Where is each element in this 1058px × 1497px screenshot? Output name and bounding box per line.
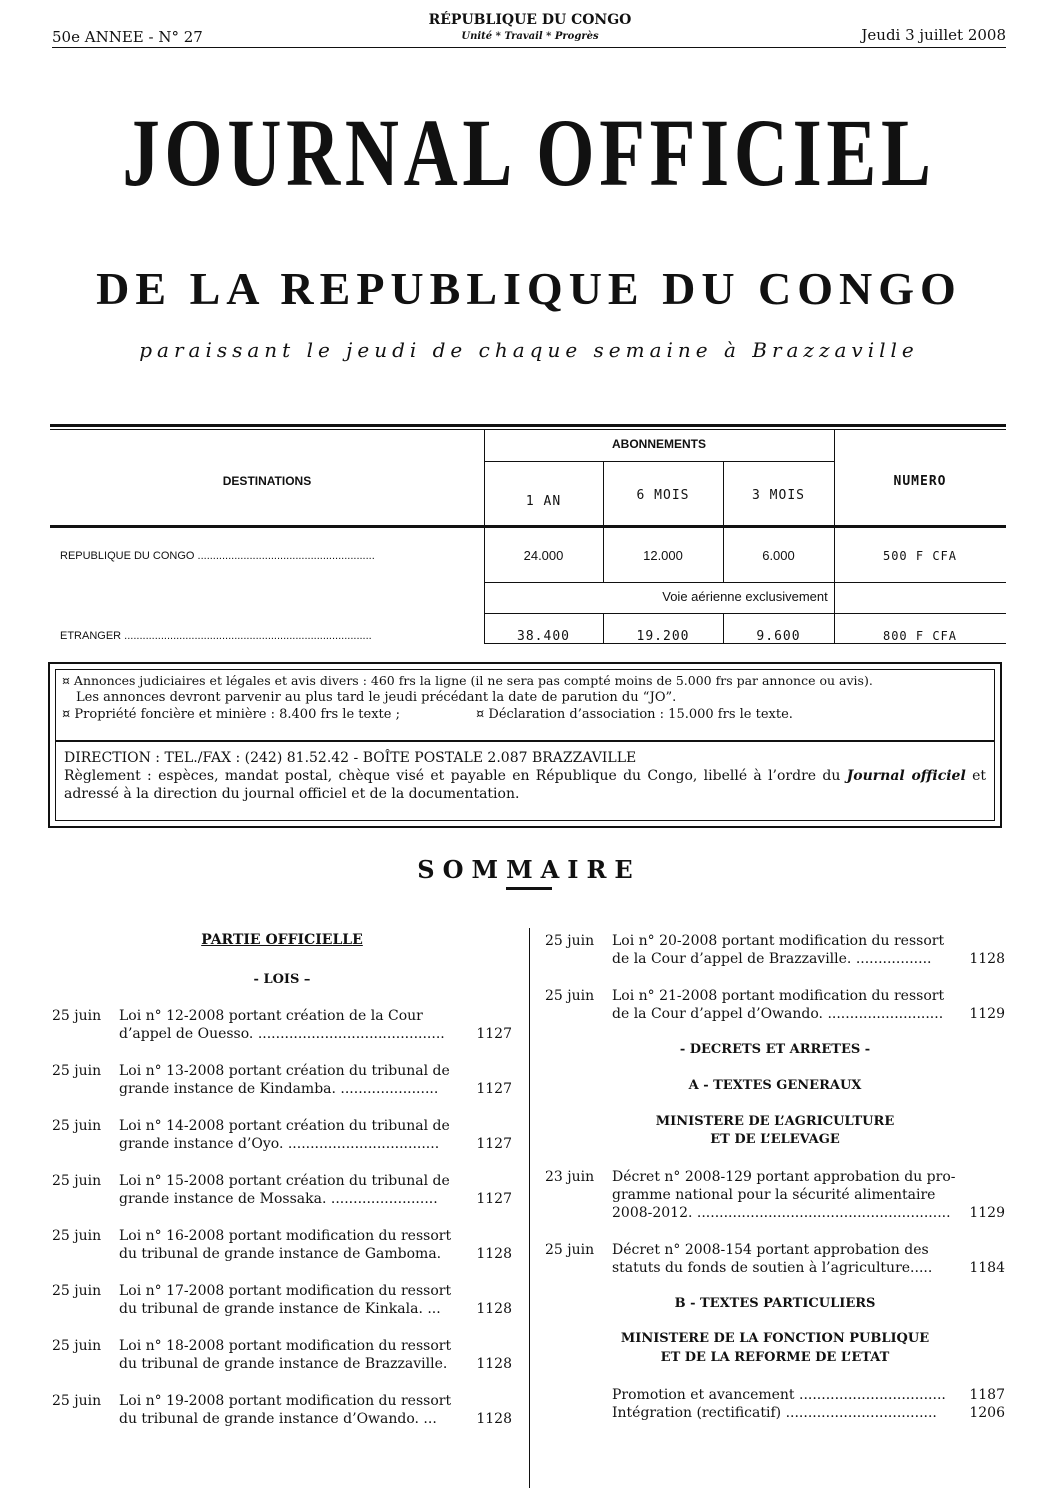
journal-officiel-name: Journal officiel	[846, 768, 966, 784]
entry-page: 1127	[476, 1081, 512, 1097]
destination-etranger: ETRANGER .................................................................................	[60, 630, 372, 642]
textes-generaux-heading: A - TEXTES GENERAUX	[688, 1078, 862, 1093]
entry-title-line1: Loi n° 15-2008 portant création du tribunal de	[119, 1173, 450, 1189]
price-congo-6mois: 12.000	[643, 548, 683, 563]
item-page: 1187	[969, 1387, 1005, 1403]
list-item	[612, 1404, 1005, 1422]
entry-page: 1127	[476, 1026, 512, 1042]
entry-date: 25 juin	[52, 1173, 102, 1189]
numero-congo: 500 F CFA	[882, 549, 958, 563]
entry-page: 1128	[969, 951, 1005, 967]
air-mail-note: Voie aérienne exclusivement	[662, 589, 828, 604]
destination-congo: REPUBLIQUE DU CONGO ..........................................................	[60, 550, 375, 562]
entry-date: 23 juin	[545, 1169, 595, 1185]
entry-title-line1: Loi n° 14-2008 portant création du tribunal de	[119, 1118, 450, 1134]
entry-page: 1129	[969, 1006, 1005, 1022]
rates-notice	[55, 669, 995, 742]
period-3-mois: 3 MOIS	[752, 488, 805, 503]
entry-title-line2: du tribunal de grande instance de Brazzaville.	[119, 1356, 448, 1372]
entry-title-line2: grande instance de Mossaka. ........................	[119, 1191, 438, 1207]
item-label: Promotion et avancement .................................	[612, 1387, 946, 1403]
item-label: Intégration (rectificatif) ..................................	[612, 1405, 937, 1421]
subscription-table	[50, 424, 1006, 644]
item-page: 1206	[969, 1405, 1005, 1421]
entry-date: 25 juin	[52, 1338, 102, 1354]
entry-page: 1129	[969, 1205, 1005, 1221]
entry-page: 1128	[476, 1301, 512, 1317]
partie-officielle-heading: PARTIE OFFICIELLE	[201, 932, 363, 948]
notice-propriete: ¤ Propriété foncière et minière : 8.400 frs le texte ;	[62, 707, 400, 722]
direction-notice	[55, 740, 995, 821]
numero-header: NUMERO	[893, 474, 947, 489]
direction-contact: DIRECTION : TEL./FAX : (242) 81.52.42 - BOÎTE POSTALE 2.087 BRAZZAVILLE	[64, 750, 637, 766]
list-item	[52, 1227, 512, 1263]
list-item	[545, 987, 1005, 1023]
ministere-fonction-publique-heading-2: ET DE LA REFORME DE L’ETAT	[660, 1350, 890, 1365]
decrets-heading: - DECRETS ET ARRETES -	[679, 1042, 871, 1057]
list-item	[545, 1241, 1005, 1277]
entry-page: 1128	[476, 1246, 512, 1262]
notice-box	[48, 662, 1002, 828]
period-1-an: 1 AN	[525, 494, 562, 509]
entry-date: 25 juin	[52, 1118, 102, 1134]
entry-date: 25 juin	[545, 933, 595, 949]
price-etranger-6mois: 19.200	[636, 629, 690, 644]
entry-title-line1: Loi n° 16-2008 portant modification du ressort	[119, 1228, 452, 1244]
journal-subtitle: DE LA REPUBLIQUE DU CONGO	[96, 263, 962, 314]
list-item	[52, 1337, 512, 1373]
entry-date: 25 juin	[52, 1393, 102, 1409]
textes-particuliers-heading: B - TEXTES PARTICULIERS	[674, 1296, 876, 1311]
entry-date: 25 juin	[545, 988, 595, 1004]
entry-title-line1: Décret n° 2008-154 portant approbation des	[612, 1242, 929, 1258]
entry-title-line2: d’appel de Ouesso. ..........................................	[119, 1026, 445, 1042]
lois-heading: - LOIS –	[253, 972, 311, 987]
entry-page: 1127	[476, 1136, 512, 1152]
entry-page: 1127	[476, 1191, 512, 1207]
price-etranger-1an: 38.400	[517, 629, 570, 644]
price-congo-1an: 24.000	[523, 548, 564, 563]
header-divider	[52, 47, 1006, 48]
list-item	[52, 1117, 512, 1153]
price-congo-3mois: 6.000	[762, 548, 795, 563]
issue-number: 50e ANNEE - N° 27	[52, 28, 203, 46]
list-item	[545, 1168, 1005, 1224]
entry-title-line1: Loi n° 12-2008 portant création de la Cour	[119, 1008, 423, 1024]
national-motto: Unité * Travail * Progrès	[461, 31, 599, 42]
entry-date: 25 juin	[52, 1228, 102, 1244]
entry-date: 25 juin	[52, 1283, 102, 1299]
issue-date: Jeudi 3 juillet 2008	[861, 26, 1006, 44]
entry-title-line2: de la Cour d’appel d’Owando. ..........................	[612, 1006, 944, 1022]
entry-title-line2: gramme national pour la sécurité alimentaire	[612, 1187, 936, 1203]
entry-page: 1128	[476, 1411, 512, 1427]
destinations-header: DESTINATIONS	[222, 474, 312, 488]
entry-title-line1: Loi n° 13-2008 portant création du tribunal de	[119, 1063, 450, 1079]
entry-title-line2: grande instance de Kindamba. ......................	[119, 1081, 439, 1097]
entry-title-line2: du tribunal de grande instance d’Owando. ...	[119, 1411, 437, 1427]
entry-date: 25 juin	[545, 1242, 595, 1258]
list-item	[545, 932, 1005, 968]
list-item	[52, 1062, 512, 1098]
entry-title-line1: Décret n° 2008-129 portant approbation du pro-	[612, 1169, 956, 1185]
abonnements-header: ABONNEMENTS	[611, 437, 706, 451]
sommaire-title: SOMMAIRE	[417, 855, 641, 884]
entry-title-line2: du tribunal de grande instance de Kinkala. ...	[119, 1301, 441, 1317]
journal-tagline: paraissant le jeudi de chaque semaine à Brazzaville	[139, 338, 919, 362]
entry-title-line3: 2008-2012. .........................................................	[612, 1205, 951, 1221]
list-item	[612, 1386, 1005, 1404]
price-etranger-3mois: 9.600	[756, 629, 801, 644]
numero-etranger: 800 F CFA	[882, 629, 958, 643]
entry-title-line2: statuts du fonds de soutien à l’agriculture.....	[612, 1260, 933, 1276]
notice-deadline: Les annonces devront parvenir au plus tard le jeudi précédant la date de parution du “JO”.	[76, 690, 677, 705]
entry-title-line1: Loi n° 18-2008 portant modification du ressort	[119, 1338, 452, 1354]
journal-title: JOURNAL OFFICIEL	[122, 99, 936, 206]
ministere-fonction-publique-heading: MINISTERE DE LA FONCTION PUBLIQUE	[620, 1331, 930, 1346]
entry-page: 1128	[476, 1356, 512, 1372]
entry-date: 25 juin	[52, 1008, 102, 1024]
ministere-agriculture-heading-2: ET DE L’ELEVAGE	[710, 1132, 840, 1147]
entry-title-line2: du tribunal de grande instance de Gamboma.	[119, 1246, 442, 1262]
payment-terms-end: et adressé à la direction du journal officiel et de la documentation.	[64, 768, 987, 802]
list-item	[52, 1007, 512, 1043]
entry-title-line1: Loi n° 19-2008 portant modification du ressort	[119, 1393, 452, 1409]
entry-page: 1184	[969, 1260, 1005, 1276]
republic-heading: RÉPUBLIQUE DU CONGO	[428, 12, 632, 28]
period-6-mois: 6 MOIS	[636, 488, 690, 503]
list-item	[52, 1172, 512, 1208]
list-item	[52, 1282, 512, 1318]
column-divider	[529, 928, 530, 1488]
entry-date: 25 juin	[52, 1063, 102, 1079]
entry-title-line1: Loi n° 20-2008 portant modification du ressort	[612, 933, 945, 949]
entry-title-line2: de la Cour d’appel de Brazzaville. .................	[612, 951, 932, 967]
ministere-agriculture-heading: MINISTERE DE L’AGRICULTURE	[655, 1114, 895, 1129]
notice-association: ¤ Déclaration d’association : 15.000 frs le texte.	[476, 707, 793, 722]
entry-title-line1: Loi n° 17-2008 portant modification du ressort	[119, 1283, 452, 1299]
payment-terms: Règlement : espèces, mandat postal, chèque visé et payable en République du Congo, libellé à l’ordre du	[64, 768, 841, 784]
list-item	[52, 1392, 512, 1428]
sommaire-underline	[506, 887, 552, 890]
notice-annonces: ¤ Annonces judiciaires et légales et avis divers : 460 frs la ligne (il ne sera pas compté moins de 5.000 frs par annonce ou avis).	[62, 673, 873, 688]
entry-title-line2: grande instance d’Oyo. ..................................	[119, 1136, 440, 1152]
entry-title-line1: Loi n° 21-2008 portant modification du ressort	[612, 988, 945, 1004]
